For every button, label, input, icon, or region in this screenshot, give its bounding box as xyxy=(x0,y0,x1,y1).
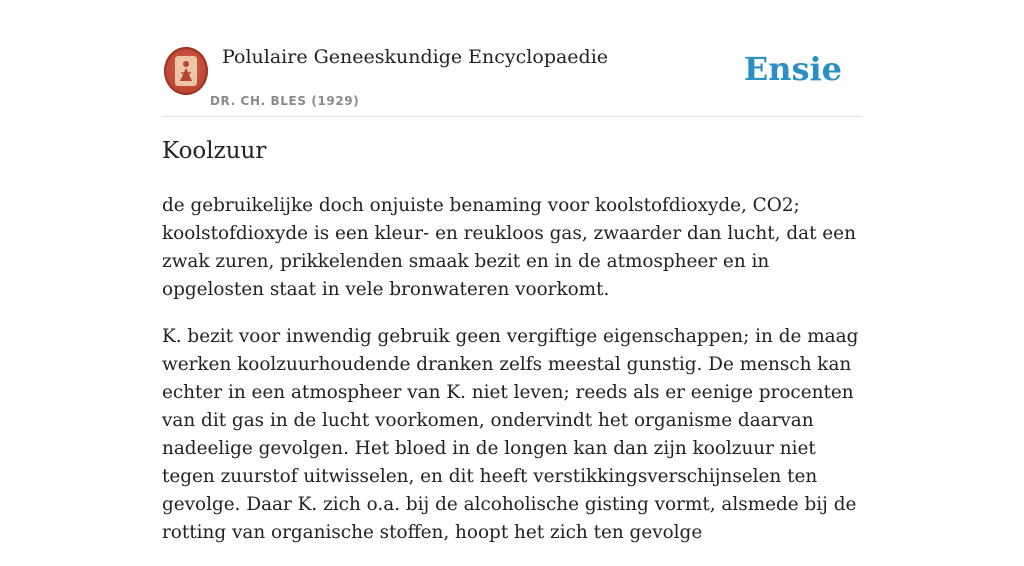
book-title[interactable]: Polulaire Geneeskundige Encyclopaedie xyxy=(222,46,609,68)
book-cover-logo-icon[interactable] xyxy=(164,47,208,95)
book-header xyxy=(162,40,862,117)
entry-paragraph: de gebruikelijke doch onjuiste benaming voor koolstofdioxyde, CO2; koolstofdioxyde is een kleur- en reukloos gas, zwaarder dan lucht, dat een zwak zuren, prikkelenden smaak bezit en in de atmospheer en in opgelosten staat in vele bronwateren voorkomt. xyxy=(162,195,856,300)
brand-logo[interactable]: Ensie xyxy=(743,50,842,88)
entry-title: Koolzuur xyxy=(162,138,267,164)
entry-body xyxy=(162,192,862,566)
book-author: DR. CH. BLES (1929) xyxy=(210,94,360,108)
entry-paragraph: K. bezit voor inwendig gebruik geen vergiftige eigenschappen; in de maag werken koolzuurhoudende dranken zelfs meestal gunstig. De mensch kan echter in een atmospheer van K. niet leven; reeds als er eenige procenten van dit gas in de lucht voorkomen, ondervindt het organisme daarvan nadeelige gevolgen. Het bloed in de longen kan dan zijn koolzuur niet tegen zuurstof uitwisselen, en dit heeft verstikkingsverschijnselen ten gevolge. Daar K. zich o.a. bij de alcoholische gisting vormt, alsmede bij de rotting van organische stoffen, hoopt het zich ten gevolge xyxy=(162,326,859,543)
